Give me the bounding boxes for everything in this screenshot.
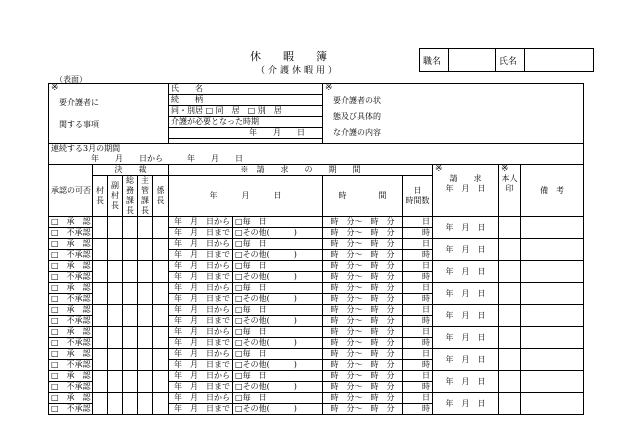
period-value: 年 月 日から 年 月 日 xyxy=(91,154,243,163)
daily-option[interactable]: □毎 日 xyxy=(233,283,323,294)
daily-option[interactable]: □毎 日 xyxy=(233,305,323,316)
honnin-stamp[interactable] xyxy=(499,239,521,261)
hour-unit[interactable]: 時 xyxy=(403,272,433,283)
kakarichou-stamp[interactable] xyxy=(153,327,169,349)
honnin-l1: 本人 xyxy=(501,174,518,183)
date-to[interactable]: 年 月 日まで xyxy=(169,294,233,305)
honnin-stamp[interactable] xyxy=(499,261,521,283)
kahi-header: 承認の可否 xyxy=(49,165,93,217)
seikyu-mark: ※ xyxy=(240,165,249,174)
date-to[interactable]: 年 月 日まで xyxy=(169,250,233,261)
kakarichou-stamp[interactable] xyxy=(153,349,169,371)
daily-option[interactable]: □毎 日 xyxy=(233,371,323,382)
fukusonchou-stamp[interactable] xyxy=(108,349,123,371)
hour-unit[interactable]: 時 xyxy=(403,404,433,415)
day-unit[interactable]: 日 xyxy=(403,327,433,338)
period-label: 連続する3月の期間 xyxy=(51,144,121,153)
date-to[interactable]: 年 月 日まで xyxy=(169,360,233,371)
req-mark: ※ xyxy=(435,164,443,174)
date-from[interactable]: 年 月 日から xyxy=(169,239,233,250)
name-box xyxy=(419,48,594,72)
date-from[interactable]: 年 月 日から xyxy=(169,261,233,272)
day-unit[interactable]: 日 xyxy=(403,283,433,294)
daily-option[interactable]: □毎 日 xyxy=(233,327,323,338)
soumu-stamp[interactable] xyxy=(123,371,138,393)
hour-unit[interactable]: 時 xyxy=(403,294,433,305)
shukan-stamp[interactable] xyxy=(138,305,153,327)
shimei-label: 氏名 xyxy=(496,49,525,72)
req-date[interactable]: 年 月 日 xyxy=(433,371,499,393)
time-range[interactable]: 時 分〜 時 分 xyxy=(323,217,403,228)
honnin-mark: ※ xyxy=(501,164,509,174)
date-from[interactable]: 年 月 日から xyxy=(169,327,233,338)
approve-option[interactable]: □ 承 認 xyxy=(49,261,93,272)
time-range[interactable]: 時 分〜 時 分 xyxy=(323,283,403,294)
seikyu-period-label: 請 求 の 期 間 xyxy=(256,165,361,174)
honnin-l2: 印 xyxy=(505,184,514,193)
kakarichou-stamp[interactable] xyxy=(153,393,169,415)
date-to[interactable]: 年 月 日まで xyxy=(169,404,233,415)
time-range-2[interactable]: 時 分〜 時 分 xyxy=(323,404,403,415)
sonchou-stamp[interactable] xyxy=(93,217,108,239)
time-range[interactable]: 時 分〜 時 分 xyxy=(323,305,403,316)
state-mark: ※ xyxy=(325,83,333,93)
shoku-field[interactable] xyxy=(449,49,496,72)
fukusonchou-stamp[interactable] xyxy=(108,283,123,305)
cohabit-value: □ 同 居 □ 別 居 xyxy=(205,106,282,115)
sonchou-stamp[interactable] xyxy=(93,305,108,327)
approve-option[interactable]: □ 承 認 xyxy=(49,349,93,360)
soumu-stamp[interactable] xyxy=(123,283,138,305)
day-unit[interactable]: 日 xyxy=(403,239,433,250)
kaigo-relation-label: 続 柄 xyxy=(171,95,204,104)
daily-option[interactable]: □毎 日 xyxy=(233,393,323,404)
document-subtitle: （介護休暇用） xyxy=(256,66,341,76)
kaigo-state-cell[interactable] xyxy=(323,84,584,144)
kaigo-label-cell xyxy=(49,84,169,144)
request-row xyxy=(49,327,584,338)
period-cell[interactable] xyxy=(49,144,584,165)
shukan-stamp[interactable] xyxy=(138,371,153,393)
req-date[interactable]: 年 月 日 xyxy=(433,305,499,327)
bikou-field[interactable] xyxy=(521,261,584,283)
kakarichou-stamp[interactable] xyxy=(153,283,169,305)
fukusonchou-stamp[interactable] xyxy=(108,327,123,349)
bikou-field[interactable] xyxy=(521,371,584,393)
reject-option[interactable]: □ 不承認 xyxy=(49,294,93,305)
kaigo-label-1: 要介護者に xyxy=(59,98,99,107)
fukusonchou-stamp[interactable] xyxy=(108,371,123,393)
kakarichou-stamp[interactable] xyxy=(153,239,169,261)
hour-unit[interactable]: 時 xyxy=(403,360,433,371)
time-range-2[interactable]: 時 分〜 時 分 xyxy=(323,250,403,261)
reject-option[interactable]: □ 不承認 xyxy=(49,228,93,239)
time-range-2[interactable]: 時 分〜 時 分 xyxy=(323,272,403,283)
reject-option[interactable]: □ 不承認 xyxy=(49,338,93,349)
kakarichou-stamp[interactable] xyxy=(153,305,169,327)
honnin-stamp[interactable] xyxy=(499,393,521,415)
honnin-stamp[interactable] xyxy=(499,349,521,371)
shukan-stamp[interactable] xyxy=(138,239,153,261)
day-unit[interactable]: 日 xyxy=(403,349,433,360)
month-day-header: 年 月 日 xyxy=(169,176,323,217)
time-range[interactable]: 時 分〜 時 分 xyxy=(323,327,403,338)
request-row xyxy=(49,349,584,360)
bikou-field[interactable] xyxy=(521,239,584,261)
req-date[interactable]: 年 月 日 xyxy=(433,327,499,349)
fukusonchou-stamp[interactable] xyxy=(108,217,123,239)
kaigo-name[interactable] xyxy=(169,84,323,95)
request-row xyxy=(49,283,584,294)
date-to[interactable]: 年 月 日まで xyxy=(169,338,233,349)
bikou-field[interactable] xyxy=(521,283,584,305)
soumu-stamp[interactable] xyxy=(123,327,138,349)
daily-option[interactable]: □毎 日 xyxy=(233,239,323,250)
kaigo-relation[interactable] xyxy=(169,95,323,106)
date-to[interactable]: 年 月 日まで xyxy=(169,228,233,239)
request-row xyxy=(49,261,584,272)
request-row xyxy=(49,305,584,316)
req-date-l1: 請 求 xyxy=(449,174,482,183)
shukan-stamp[interactable] xyxy=(138,327,153,349)
req-date[interactable]: 年 月 日 xyxy=(433,393,499,415)
day-unit[interactable]: 日 xyxy=(403,217,433,228)
day-unit[interactable]: 日 xyxy=(403,371,433,382)
needed-label: 介護が必要となった時期 xyxy=(171,117,260,126)
leave-form-table xyxy=(48,83,584,415)
req-date[interactable]: 年 月 日 xyxy=(433,239,499,261)
req-date[interactable]: 年 月 日 xyxy=(433,217,499,239)
honnin-header xyxy=(499,165,521,217)
req-date-l2: 年 月 日 xyxy=(445,184,486,193)
time-range-2[interactable]: 時 分〜 時 分 xyxy=(323,382,403,393)
kessai-header xyxy=(93,165,169,176)
date-from[interactable]: 年 月 日から xyxy=(169,283,233,294)
sonchou-stamp[interactable] xyxy=(93,283,108,305)
time-range[interactable]: 時 分〜 時 分 xyxy=(323,349,403,360)
hour-unit[interactable]: 時 xyxy=(403,338,433,349)
soumu-stamp[interactable] xyxy=(123,239,138,261)
soumu-stamp[interactable] xyxy=(123,261,138,283)
fukusonchou-stamp[interactable] xyxy=(108,393,123,415)
date-from[interactable]: 年 月 日から xyxy=(169,217,233,228)
kaigo-needed[interactable] xyxy=(169,117,323,128)
hour-unit[interactable]: 時 xyxy=(403,316,433,327)
fukusonchou-stamp[interactable] xyxy=(108,261,123,283)
fukusonchou-stamp[interactable] xyxy=(108,239,123,261)
date-to[interactable]: 年 月 日まで xyxy=(169,316,233,327)
sonchou-stamp[interactable] xyxy=(93,393,108,415)
reject-option[interactable]: □ 不承認 xyxy=(49,360,93,371)
honnin-stamp[interactable] xyxy=(499,283,521,305)
kaigo-cohabit[interactable] xyxy=(169,106,323,117)
other-option[interactable]: □その他( ) xyxy=(233,382,323,393)
kakarichou-stamp[interactable] xyxy=(153,261,169,283)
daily-option[interactable]: □毎 日 xyxy=(233,217,323,228)
fukusonchou-stamp[interactable] xyxy=(108,305,123,327)
other-option[interactable]: □その他( ) xyxy=(233,338,323,349)
state-label-3: な介護の内容 xyxy=(333,128,382,137)
req-date[interactable]: 年 月 日 xyxy=(433,283,499,305)
sonchou-stamp[interactable] xyxy=(93,371,108,393)
bikou-header: 備 考 xyxy=(521,165,584,217)
date-to[interactable]: 年 月 日まで xyxy=(169,382,233,393)
hour-unit[interactable]: 時 xyxy=(403,382,433,393)
sonchou-stamp[interactable] xyxy=(93,349,108,371)
time-range-2[interactable]: 時 分〜 時 分 xyxy=(323,316,403,327)
kaigo-mark: ※ xyxy=(51,83,59,93)
time-range-2[interactable]: 時 分〜 時 分 xyxy=(323,360,403,371)
date-from[interactable]: 年 月 日から xyxy=(169,371,233,382)
seikyu-period-header xyxy=(169,165,433,176)
kakarichou-header: 係長 xyxy=(153,176,169,217)
sonchou-stamp[interactable] xyxy=(93,327,108,349)
fukusonchou-header: 副村長 xyxy=(108,176,123,217)
soumu-stamp[interactable] xyxy=(123,305,138,327)
req-date[interactable]: 年 月 日 xyxy=(433,349,499,371)
bikou-field[interactable] xyxy=(521,217,584,239)
other-option[interactable]: □その他( ) xyxy=(233,360,323,371)
bikou-field[interactable] xyxy=(521,349,584,371)
soumu-stamp[interactable] xyxy=(123,393,138,415)
shukan-stamp[interactable] xyxy=(138,349,153,371)
shoku-label: 職名 xyxy=(420,49,449,72)
honnin-stamp[interactable] xyxy=(499,371,521,393)
bikou-field[interactable] xyxy=(521,305,584,327)
other-option[interactable]: □その他( ) xyxy=(233,272,323,283)
other-option[interactable]: □その他( ) xyxy=(233,294,323,305)
shukan-stamp[interactable] xyxy=(138,261,153,283)
request-row xyxy=(49,239,584,250)
day-unit[interactable]: 日 xyxy=(403,261,433,272)
reject-option[interactable]: □ 不承認 xyxy=(49,272,93,283)
req-date-header xyxy=(433,165,499,217)
time-range-2[interactable]: 時 分〜 時 分 xyxy=(323,228,403,239)
state-label-2: 態及び具体的 xyxy=(333,112,382,121)
soumu-stamp[interactable] xyxy=(123,349,138,371)
honnin-stamp[interactable] xyxy=(499,217,521,239)
request-row xyxy=(49,393,584,404)
reject-option[interactable]: □ 不承認 xyxy=(49,404,93,415)
kaigo-label-2: 関する事項 xyxy=(59,120,99,129)
kakarichou-stamp[interactable] xyxy=(153,217,169,239)
approve-option[interactable]: □ 承 認 xyxy=(49,393,93,404)
time-range[interactable]: 時 分〜 時 分 xyxy=(323,239,403,250)
hours-count-l2: 時間数 xyxy=(405,196,430,205)
soumu-stamp[interactable] xyxy=(123,217,138,239)
time-range-2[interactable]: 時 分〜 時 分 xyxy=(323,294,403,305)
hours-count-header xyxy=(403,176,433,217)
time-range[interactable]: 時 分〜 時 分 xyxy=(323,393,403,404)
document-title: 休暇簿 xyxy=(250,50,349,63)
honnin-stamp[interactable] xyxy=(499,327,521,349)
bikou-field[interactable] xyxy=(521,327,584,349)
reject-option[interactable]: □ 不承認 xyxy=(49,382,93,393)
approve-option[interactable]: □ 承 認 xyxy=(49,283,93,294)
other-option[interactable]: □その他( ) xyxy=(233,250,323,261)
approve-option[interactable]: □ 承 認 xyxy=(49,371,93,382)
date-from[interactable]: 年 月 日から xyxy=(169,305,233,316)
hour-unit[interactable]: 時 xyxy=(403,228,433,239)
time-range[interactable]: 時 分〜 時 分 xyxy=(323,261,403,272)
bikou-field[interactable] xyxy=(521,393,584,415)
approve-option[interactable]: □ 承 認 xyxy=(49,327,93,338)
request-row xyxy=(49,217,584,228)
shukan-stamp[interactable] xyxy=(138,393,153,415)
daily-option[interactable]: □毎 日 xyxy=(233,349,323,360)
sonchou-stamp[interactable] xyxy=(93,261,108,283)
other-option[interactable]: □その他( ) xyxy=(233,228,323,239)
reject-option[interactable]: □ 不承認 xyxy=(49,316,93,327)
kaigo-name-label: 氏 名 xyxy=(171,84,204,93)
date-from[interactable]: 年 月 日から xyxy=(169,349,233,360)
other-option[interactable]: □その他( ) xyxy=(233,404,323,415)
shukan-stamp[interactable] xyxy=(138,283,153,305)
hours-count-l1: 日 xyxy=(413,186,422,195)
time-header: 時 間 xyxy=(323,176,403,217)
kaigo-needed-value: 年 月 日 xyxy=(169,128,323,139)
shukan-header: 主管課長 xyxy=(138,176,153,217)
approve-option[interactable]: □ 承 認 xyxy=(49,305,93,316)
day-unit[interactable]: 日 xyxy=(403,393,433,404)
shukan-stamp[interactable] xyxy=(138,217,153,239)
sonchou-header: 村長 xyxy=(93,176,108,217)
shimei-field[interactable] xyxy=(525,49,594,72)
day-unit[interactable]: 日 xyxy=(403,305,433,316)
honnin-stamp[interactable] xyxy=(499,305,521,327)
approve-option[interactable]: □ 承 認 xyxy=(49,239,93,250)
state-label-1: 要介護者の状 xyxy=(333,96,382,105)
soumu-header: 総務課長 xyxy=(123,176,138,217)
cohabit-label: 同・別居 xyxy=(171,106,204,115)
kessai-label: 決 裁 xyxy=(114,165,147,174)
time-range-2[interactable]: 時 分〜 時 分 xyxy=(323,338,403,349)
other-option[interactable]: □その他( ) xyxy=(233,316,323,327)
date-from[interactable]: 年 月 日から xyxy=(169,393,233,404)
kakarichou-stamp[interactable] xyxy=(153,371,169,393)
date-to[interactable]: 年 月 日まで xyxy=(169,272,233,283)
side-label: （表面） xyxy=(55,75,87,84)
daily-option[interactable]: □毎 日 xyxy=(233,261,323,272)
approve-option[interactable]: □ 承 認 xyxy=(49,217,93,228)
req-date[interactable]: 年 月 日 xyxy=(433,261,499,283)
time-range[interactable]: 時 分〜 時 分 xyxy=(323,371,403,382)
sonchou-stamp[interactable] xyxy=(93,239,108,261)
hour-unit[interactable]: 時 xyxy=(403,250,433,261)
request-row xyxy=(49,371,584,382)
reject-option[interactable]: □ 不承認 xyxy=(49,250,93,261)
